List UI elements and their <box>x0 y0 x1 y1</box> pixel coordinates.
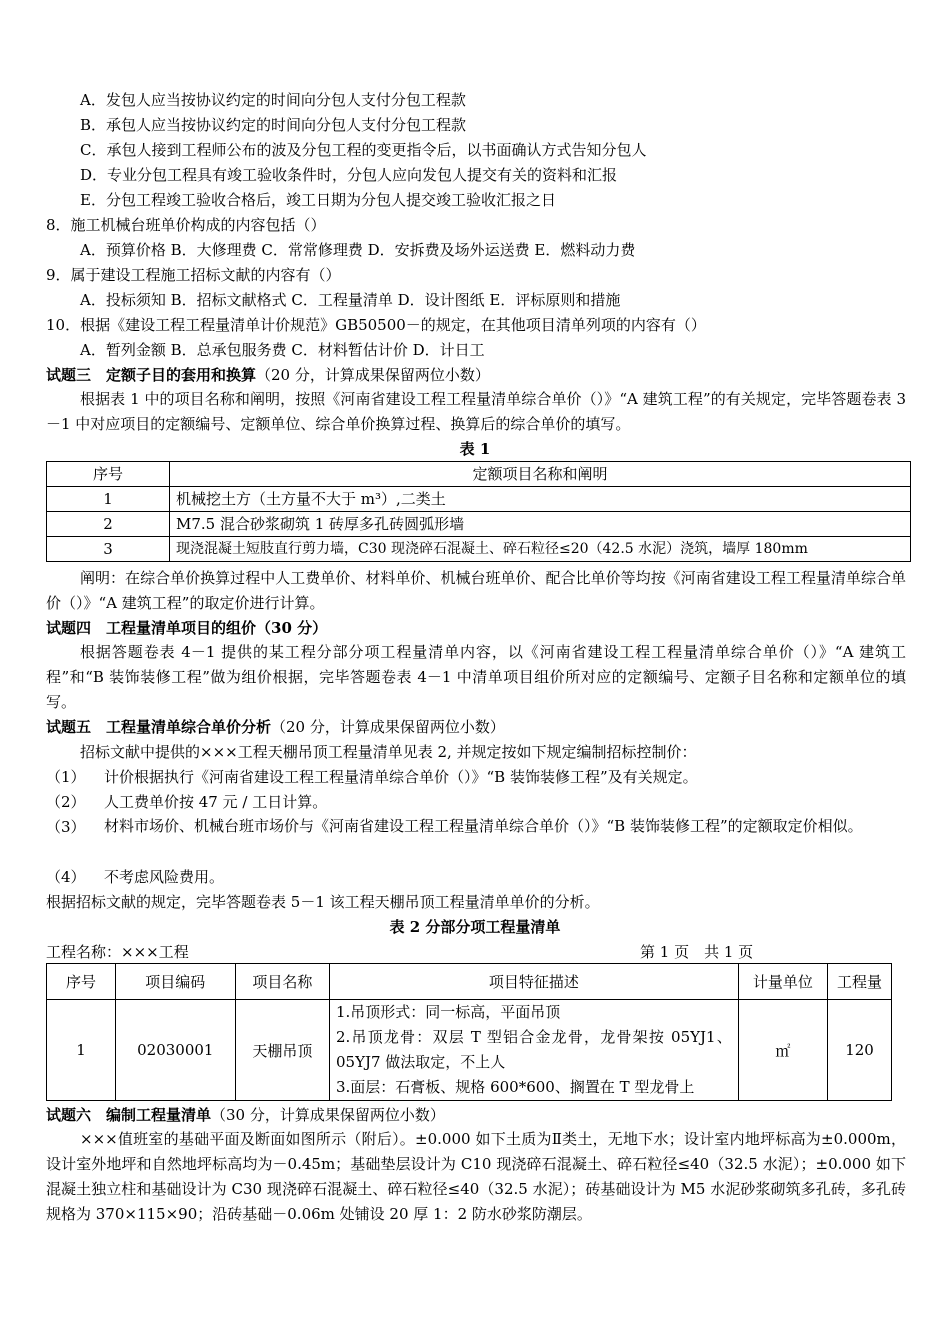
section-5-item-num: （1） <box>46 768 86 786</box>
table-2-header: 项目特征描述 <box>329 964 738 1000</box>
table-1-cell: 2 <box>47 512 170 537</box>
table-1-header-no: 序号 <box>47 462 170 487</box>
table-2-page-number: 第 1 页 共 1 页 <box>640 943 754 961</box>
section-5-item-num: （2） <box>46 793 86 811</box>
question-8-options: A．预算价格 B．大修理费 C．常常修理费 D．安拆费及场外运送费 E．燃料动力费 <box>80 241 636 259</box>
question-10: 10．根据《建设工程工程量清单计价规范》GB50500－的规定，在其他项目清单列项的内容有（） <box>46 316 706 334</box>
table-2-desc-line: 3.面层：石膏板、规格 600*600、搁置在 T 型龙骨上 <box>335 1078 695 1096</box>
question-8: 8．施工机械台班单价构成的内容包括（） <box>46 216 326 234</box>
table-1-cell: 机械挖土方（土方量不大于 m³）,二类土 <box>170 487 911 512</box>
section-3-note: （20 分，计算成果保留两位小数） <box>256 366 490 384</box>
table-1-caption: 表 1 <box>459 440 491 458</box>
section-6-body: ×××值班室的基础平面及断面如图所示（附后）。±0.000 如下土质为Ⅱ类土，无地下水；设计室内地坪标高为±0.000m，设计室外地坪和自然地坪标高均为－0.45m；基础垫层设计为 C10 现浇碎石混凝土、碎石粒径≤40（32.5 水泥）；±0.000 如下混凝土独立柱和基础设计为 C30 现浇碎石混凝土、碎石粒径≤40（32.5 水泥）；砖基础设计为 M5 水泥砂浆砌筑多孔砖，多孔砖规格为 370×115×90；沿砖基础－0.06m 处铺设 20 厚 1：2 防水砂浆防潮层。 <box>46 1130 906 1223</box>
table-2-cell-name: 天棚吊顶 <box>235 1000 329 1101</box>
q7-option-a: A．发包人应当按协议约定的时间向分包人支付分包工程款 <box>80 91 466 109</box>
section-3-body: 根据表 1 中的项目名称和阐明，按照《河南省建设工程工程量清单综合单价（）》“A 建筑工程”的有关规定，完毕答题卷表 3－1 中对应项目的定额编号、定额单位、综合单价换算过程、换算后的综合单价的填写。 <box>46 390 906 433</box>
table-2-header: 项目名称 <box>235 964 329 1000</box>
section-5-item-text: 不考虑风险费用。 <box>104 868 225 886</box>
table-2-cell-desc <box>329 1000 738 1101</box>
section-5-item-num: （4） <box>46 868 86 886</box>
table-1-cell: 1 <box>47 487 170 512</box>
table-2-cell-unit: ㎡ <box>738 1000 827 1101</box>
table-1-cell: 3 <box>47 537 170 562</box>
section-4-body: 根据答题卷表 4－1 提供的某工程分部分项工程量清单内容，以《河南省建设工程工程量清单综合单价（）》“A 建筑工程”和“B 装饰装修工程”做为组价根据，完毕答题卷表 4－1 中清单项目组价所对应的定额编号、定额子目名称和定额单位的填写。 <box>46 643 906 711</box>
table-2-cell-code: 02030001 <box>115 1000 235 1101</box>
table-2-project-name: 工程名称：×××工程 <box>46 943 189 961</box>
q7-option-c: C．承包人接到工程师公布的波及分包工程的变更指令后，以书面确认方式告知分包人 <box>80 141 647 159</box>
section-5-item-text: 材料市场价、机械台班市场价与《河南省建设工程工程量清单综合单价（）》“B 装饰装修工程”的定额取定价相似。 <box>104 817 863 835</box>
section-5-title: 试题五 工程量清单综合单价分析 <box>46 718 272 736</box>
table-1-cell: M7.5 混合砂浆砌筑 1 砖厚多孔砖圆弧形墙 <box>170 512 911 537</box>
section-5-intro: 招标文献中提供的×××工程天棚吊顶工程量清单见表 2, 并规定按如下规定编制招标控制价： <box>80 743 697 761</box>
section-5-item-text: 计价根据执行《河南省建设工程工程量清单综合单价（）》“B 装饰装修工程”及有关规定。 <box>104 768 698 786</box>
section-5-item-text: 人工费单价按 47 元 / 工日计算。 <box>104 793 328 811</box>
section-6-heading <box>46 1105 445 1125</box>
table-1-cell: 现浇混凝土短肢直行剪力墙，C30 现浇碎石混凝土、碎石粒径≤20（42.5 水泥）浇筑，墙厚 180mm <box>170 537 911 562</box>
section-3-heading <box>46 365 490 385</box>
table-2 <box>46 963 892 1101</box>
section-3-explanation: 阐明：在综合单价换算过程中人工费单价、材料单价、机械台班单价、配合比单价等均按《河南省建设工程工程量清单综合单价（）》“A 建筑工程”的取定价进行计算。 <box>46 569 906 612</box>
section-4-title: 试题四 工程量清单项目的组价（30 分） <box>46 619 328 637</box>
section-6-note: （30 分，计算成果保留两位小数） <box>211 1106 445 1124</box>
section-3-title: 试题三 定额子目的套用和换算 <box>46 366 257 384</box>
table-2-caption: 表 2 分部分项工程量清单 <box>389 918 561 936</box>
section-5-note: （20 分，计算成果保留两位小数） <box>271 718 505 736</box>
question-10-options: A．暂列金额 B．总承包服务费 C．材料暂估计价 D．计日工 <box>80 341 485 359</box>
question-9: 9．属于建设工程施工招标文献的内容有（） <box>46 266 341 284</box>
table-2-header: 项目编码 <box>115 964 235 1000</box>
question-9-options: A．投标须知 B．招标文献格式 C．工程量清单 D．设计图纸 E．评标原则和措施 <box>80 291 621 309</box>
section-5-conclusion: 根据招标文献的规定，完毕答题卷表 5－1 该工程天棚吊顶工程量清单单价的分析。 <box>46 893 600 911</box>
table-2-desc-line: 2.吊顶龙骨：双层 T 型铝合金龙骨，龙骨架按 05YJ1、05YJ7 做法取定，不上人 <box>335 1028 732 1071</box>
table-1-header-desc: 定额项目名称和阐明 <box>170 462 911 487</box>
section-5-item-num: （3） <box>46 818 86 836</box>
table-2-header: 序号 <box>47 964 116 1000</box>
table-2-cell-qty: 120 <box>828 1000 892 1101</box>
table-1 <box>46 461 911 562</box>
section-6-title: 试题六 编制工程量清单 <box>46 1106 212 1124</box>
q7-option-e: E．分包工程竣工验收合格后，竣工日期为分包人提交竣工验收汇报之日 <box>80 191 556 209</box>
table-2-header: 工程量 <box>828 964 892 1000</box>
table-2-cell-no: 1 <box>47 1000 116 1101</box>
q7-option-b: B．承包人应当按协议约定的时间向分包人支付分包工程款 <box>80 116 467 134</box>
table-2-header: 计量单位 <box>738 964 827 1000</box>
q7-option-d: D．专业分包工程具有竣工验收条件时，分包人应向发包人提交有关的资料和汇报 <box>80 166 618 184</box>
section-5-heading <box>46 717 505 737</box>
table-2-desc-line: 1.吊顶形式：同一标高，平面吊顶 <box>335 1003 561 1021</box>
